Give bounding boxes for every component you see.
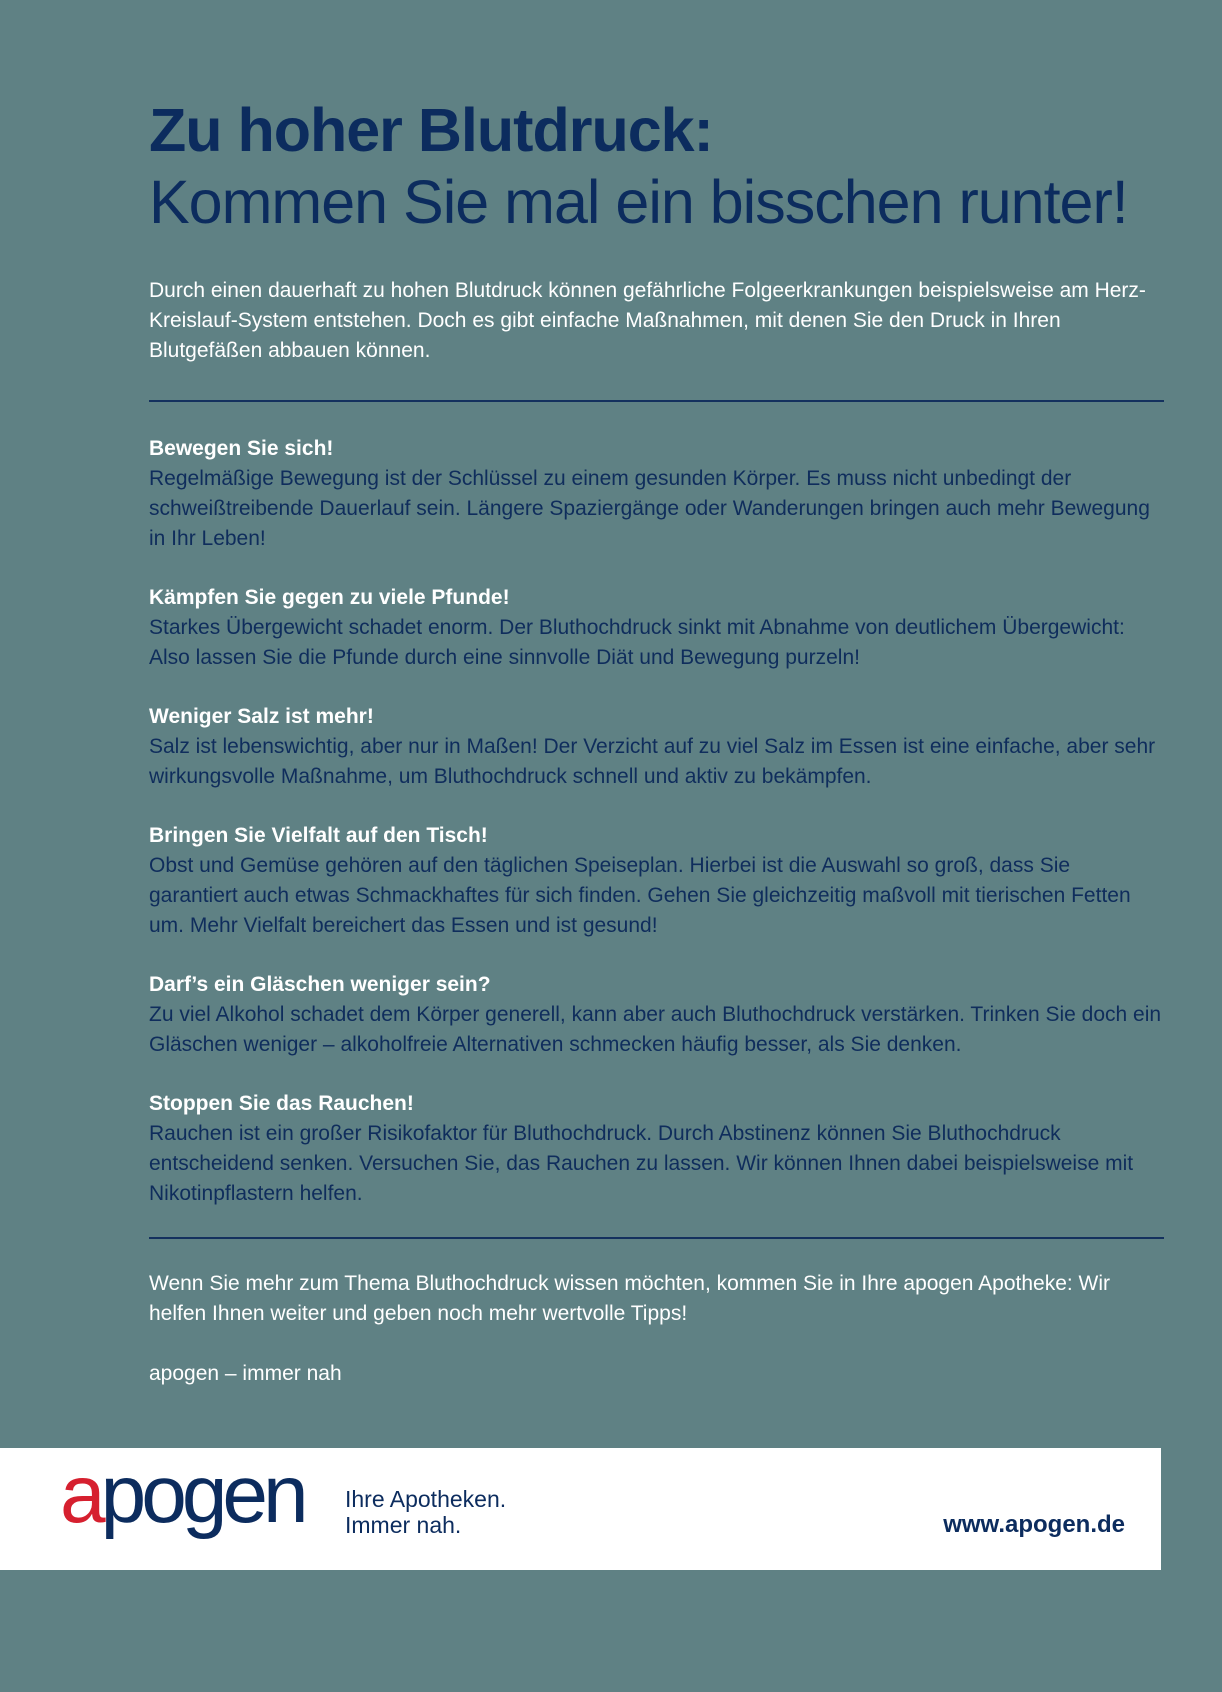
headline [149,96,1164,244]
tip-item [149,970,1164,1060]
tip-item [149,434,1164,554]
tip-heading: Kämpfen Sie gegen zu viele Pfunde! [149,586,510,609]
tip-body: Regelmäßige Bewegung ist der Schlüssel zu einem gesunden Körper. Es muss nicht unbedingt der schweißtreibende Dauerlauf sein. Längere Spaziergänge oder Wanderungen bringen auch mehr Bewegung in Ihr Leben! [149,467,1150,550]
tip-heading: Bringen Sie Vielfalt auf den Tisch! [149,824,488,847]
tip-heading: Stoppen Sie das Rauchen! [149,1092,414,1115]
logo-letter-a: a [60,1450,101,1540]
tagline [345,1486,506,1538]
tip-heading: Bewegen Sie sich! [149,437,334,460]
logo-letters-pogen: pogen [100,1450,304,1540]
slogan: apogen – immer nah [149,1362,342,1385]
closing-paragraph: Wenn Sie mehr zum Thema Bluthochdruck wissen möchten, kommen Sie in Ihre apogen Apotheke: Wir helfen Ihnen weiter und geben noch mehr wertvolle Tipps! [149,1272,1111,1325]
apogen-logo [60,1450,330,1568]
footer-band [0,1448,1161,1570]
tip-item [149,1089,1164,1209]
tagline-line-1: Ihre Apotheken. [345,1486,507,1512]
svg-text:apogen [60,1450,304,1540]
divider-bottom [149,1237,1164,1239]
tip-item [149,583,1164,673]
headline-line-1: Zu hoher Blutdruck: [149,96,713,164]
headline-line-2: Kommen Sie mal ein bisschen runter! [149,168,1128,236]
tip-heading: Weniger Salz ist mehr! [149,705,374,728]
tagline-line-2: Immer nah. [345,1512,462,1538]
apogen-logo-mark [60,1450,330,1568]
tips-list [149,434,1164,1209]
tip-body: Rauchen ist ein großer Risikofaktor für Bluthochdruck. Durch Abstinenz können Sie Bluthochdruck entscheidend senken. Versuchen Sie, das Rauchen zu lassen. Wir können Ihnen dabei beispielsweise mit Nikotinpflastern helfen. [149,1122,1134,1205]
divider-top [149,400,1164,402]
tip-body: Obst und Gemüse gehören auf den täglichen Speiseplan. Hierbei ist die Auswahl so groß, dass Sie garantiert auch etwas Schmackhaftes für sich finden. Gehen Sie gleichzeitig maßvoll mit tierischen Fetten um. Mehr Vielfalt bereichert das Essen und ist gesund! [149,854,1131,937]
tip-body: Salz ist lebenswichtig, aber nur in Maßen! Der Verzicht auf zu viel Salz im Essen ist eine einfache, aber sehr wirkungsvolle Maßnahme, um Bluthochdruck schnell und aktiv zu bekämpfen. [149,735,1156,788]
tip-item [149,821,1164,941]
tip-body: Starkes Übergewicht schadet enorm. Der Bluthochdruck sinkt mit Abnahme von deutlichem Übergewicht: Also lassen Sie die Pfunde durch eine sinnvolle Diät und Bewegung purzeln! [149,616,1125,669]
website-link[interactable]: www.apogen.de [943,1511,1125,1538]
tip-item [149,702,1164,792]
tip-heading: Darf’s ein Gläschen weniger sein? [149,973,491,996]
tip-body: Zu viel Alkohol schadet dem Körper generell, kann aber auch Bluthochdruck verstärken. Trinken Sie doch ein Gläschen weniger – alkoholfreie Alternativen schmecken häufig besser, als Sie denken. [149,1003,1162,1056]
flyer-content [149,96,1164,1389]
intro-paragraph: Durch einen dauerhaft zu hohen Blutdruck können gefährliche Folgeerkrankungen beispielsweise am Herz-Kreislauf-System entstehen. Doch es gibt einfache Maßnahmen, mit denen Sie den Druck in Ihren Blutgefäßen abbauen können. [149,279,1146,362]
